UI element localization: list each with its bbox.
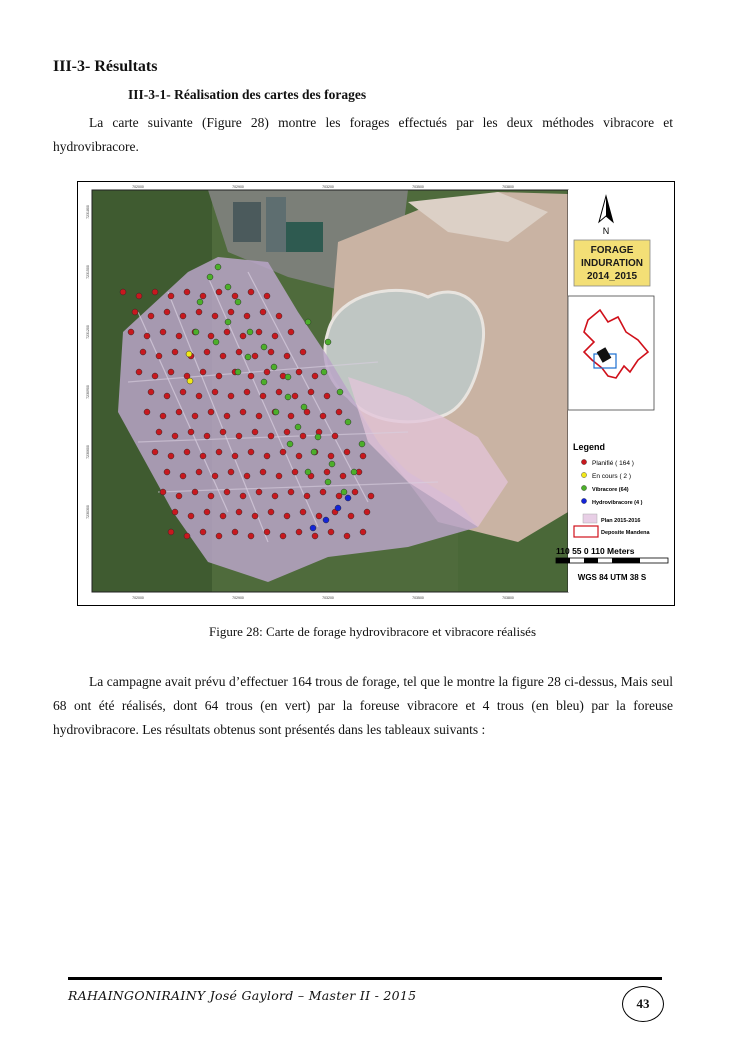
y-tick: 7230600: [86, 445, 90, 459]
legend-marker: [581, 459, 586, 464]
x-tick-bottom: 702000: [132, 596, 144, 600]
drill-point: [284, 513, 290, 519]
drill-point: [261, 344, 267, 350]
drill-point: [232, 453, 238, 459]
drill-point: [164, 309, 170, 315]
drill-point: [273, 409, 279, 415]
drill-point: [256, 329, 262, 335]
drill-point: [260, 469, 266, 475]
drill-point: [248, 449, 254, 455]
drill-point: [315, 434, 321, 440]
drill-point: [180, 313, 186, 319]
y-tick: 7230300: [86, 505, 90, 519]
drill-point: [212, 389, 218, 395]
drill-point: [252, 513, 258, 519]
drill-point: [285, 394, 291, 400]
drill-point: [148, 313, 154, 319]
drill-point: [284, 429, 290, 435]
drill-point: [224, 413, 230, 419]
drill-point: [180, 389, 186, 395]
drill-point: [328, 453, 334, 459]
legend-marker: [581, 472, 586, 477]
drill-point: [324, 393, 330, 399]
drill-point: [128, 329, 134, 335]
drill-point: [172, 349, 178, 355]
drill-point: [308, 389, 314, 395]
drill-point: [244, 389, 250, 395]
drill-point: [204, 509, 210, 515]
drill-point: [288, 329, 294, 335]
drill-point: [320, 413, 326, 419]
drill-point: [344, 449, 350, 455]
drill-point: [352, 489, 358, 495]
drill-point: [224, 489, 230, 495]
drill-point: [240, 333, 246, 339]
drill-point: [288, 489, 294, 495]
x-ticks-top: [132, 185, 514, 189]
drill-point: [341, 489, 347, 495]
drill-point: [228, 309, 234, 315]
drill-point: [321, 369, 327, 375]
drill-point: [260, 309, 266, 315]
drill-point: [184, 533, 190, 539]
scale-bar: [556, 558, 668, 563]
drill-point: [337, 389, 343, 395]
drill-point: [168, 453, 174, 459]
drill-point: [364, 509, 370, 515]
intro-paragraph: La carte suivante (Figure 28) montre les forages effectués par les deux méthodes vibracore et hydrovibracore.: [53, 115, 673, 154]
drill-point: [184, 289, 190, 295]
drill-point: [312, 373, 318, 379]
drill-point: [248, 533, 254, 539]
drill-point: [200, 529, 206, 535]
drill-point: [264, 453, 270, 459]
drill-point: [152, 449, 158, 455]
inset-map: [568, 296, 654, 410]
drill-point: [264, 369, 270, 375]
drill-point: [301, 404, 307, 410]
drill-point: [345, 495, 351, 501]
drill-point: [216, 449, 222, 455]
drill-point: [268, 433, 274, 439]
drill-point: [160, 413, 166, 419]
drill-point: [200, 453, 206, 459]
y-tick: 7231200: [86, 325, 90, 339]
drill-point: [359, 441, 365, 447]
north-label: N: [602, 226, 610, 236]
drill-point: [212, 473, 218, 479]
drill-point: [172, 509, 178, 515]
drill-point: [215, 264, 221, 270]
drill-point: [136, 293, 142, 299]
drill-point: [204, 433, 210, 439]
drill-point: [216, 373, 222, 379]
drill-point: [245, 354, 251, 360]
drill-point: [268, 509, 274, 515]
drill-point: [235, 299, 241, 305]
drill-point: [295, 424, 301, 430]
x-tick-top: 703800: [502, 185, 514, 189]
drill-point: [240, 493, 246, 499]
drill-point: [324, 469, 330, 475]
drill-point: [156, 429, 162, 435]
drill-point: [284, 353, 290, 359]
projection-label: WGS 84 UTM 38 S: [577, 573, 647, 582]
drill-point: [244, 313, 250, 319]
legend-label: Hydrovibracore (4 ): [592, 500, 643, 506]
drill-point: [204, 349, 210, 355]
x-tick-top: 703500: [412, 185, 424, 189]
x-ticks-bottom: [132, 596, 514, 600]
drill-point: [287, 441, 293, 447]
drill-point: [168, 529, 174, 535]
footer-rule: [68, 977, 662, 980]
drill-point: [120, 289, 126, 295]
drill-point: [280, 533, 286, 539]
y-ticks: [86, 205, 90, 519]
drill-point: [136, 369, 142, 375]
drill-point: [236, 509, 242, 515]
drill-point: [316, 513, 322, 519]
drill-point: [311, 449, 317, 455]
drill-point: [213, 339, 219, 345]
results-paragraph: La campagne avait prévu d’effectuer 164 trous de forage, tel que le montre la figure 28 ci-dessus, Mais seul 68 ont été réalisés, dont 64 trous (en vert) par la foreuse vibracore et 4 trous (en bleu) par la foreuse hydrovibracore. Les résultats obtenus sont présentés dans les tableaux suivants :: [53, 674, 673, 737]
drill-point: [176, 333, 182, 339]
drill-point: [164, 393, 170, 399]
drill-point: [280, 449, 286, 455]
drill-point: [164, 469, 170, 475]
drill-point: [196, 309, 202, 315]
drill-point: [288, 413, 294, 419]
map-title-line1: FORAGE: [590, 245, 634, 256]
drill-point: [184, 449, 190, 455]
drill-point: [304, 493, 310, 499]
drill-point: [196, 469, 202, 475]
drill-point: [196, 393, 202, 399]
drill-point: [188, 513, 194, 519]
drill-point: [300, 349, 306, 355]
drill-point: [310, 525, 316, 531]
drill-point: [296, 369, 302, 375]
drill-point: [329, 461, 335, 467]
drill-point: [220, 429, 226, 435]
drill-point: [248, 373, 254, 379]
drill-point: [168, 293, 174, 299]
drill-point: [197, 299, 203, 305]
drill-point: [224, 329, 230, 335]
drill-point: [252, 353, 258, 359]
drill-point: [236, 433, 242, 439]
drill-point: [335, 505, 341, 511]
drill-point: [320, 489, 326, 495]
drill-point: [168, 369, 174, 375]
drill-point: [336, 493, 342, 499]
drill-point: [300, 509, 306, 515]
drill-point: [328, 529, 334, 535]
drill-point: [148, 389, 154, 395]
drill-point: [305, 469, 311, 475]
drill-point: [172, 433, 178, 439]
legend-plan-label: Plan 2015-2016: [601, 518, 641, 524]
drill-point: [220, 513, 226, 519]
drill-point: [208, 409, 214, 415]
y-tick: 7231500: [86, 265, 90, 279]
drill-point: [325, 479, 331, 485]
drill-point: [200, 369, 206, 375]
drill-point: [261, 379, 267, 385]
drill-point: [323, 517, 329, 523]
drill-point: [232, 293, 238, 299]
drill-point: [132, 309, 138, 315]
drill-point: [220, 353, 226, 359]
drill-point: [216, 289, 222, 295]
drill-point: [140, 349, 146, 355]
drill-point: [152, 289, 158, 295]
drill-point: [351, 469, 357, 475]
drill-point: [156, 353, 162, 359]
drill-point: [296, 453, 302, 459]
drill-point: [225, 319, 231, 325]
drill-point: [188, 429, 194, 435]
drill-point: [312, 533, 318, 539]
subsection-title: III-3-1- Réalisation des cartes des forages: [128, 87, 367, 102]
drill-point: [340, 473, 346, 479]
drill-point: [240, 409, 246, 415]
drill-point: [332, 433, 338, 439]
x-tick-bottom: 703800: [502, 596, 514, 600]
page-number: 43: [622, 986, 664, 1022]
drill-point: [276, 473, 282, 479]
drill-point: [272, 493, 278, 499]
legend-marker: [581, 485, 586, 490]
drill-point: [228, 469, 234, 475]
x-tick-bottom: 702900: [232, 596, 244, 600]
drill-point: [305, 319, 311, 325]
drill-point: [186, 351, 192, 357]
drill-point: [225, 284, 231, 290]
drill-point: [300, 433, 306, 439]
drill-point: [176, 409, 182, 415]
drill-point: [292, 469, 298, 475]
drill-point: [345, 419, 351, 425]
legend-label: En cours ( 2 ): [592, 473, 632, 480]
drill-point: [252, 429, 258, 435]
drill-point: [207, 274, 213, 280]
footer-author: RAHAINGONIRAINY José Gaylord – Master II - 2015: [68, 988, 417, 1003]
drill-point: [228, 393, 234, 399]
drill-point: [200, 293, 206, 299]
drill-point: [144, 333, 150, 339]
drill-point: [236, 349, 242, 355]
drill-point: [368, 493, 374, 499]
drill-point: [360, 529, 366, 535]
legend-title: Legend: [573, 442, 606, 452]
drill-point: [276, 313, 282, 319]
drill-point: [264, 293, 270, 299]
drill-point: [192, 413, 198, 419]
drill-point: [187, 378, 193, 384]
drill-point: [180, 473, 186, 479]
drill-point: [244, 473, 250, 479]
drill-point: [216, 533, 222, 539]
scale-label: 110 55 0 110 Meters: [556, 546, 635, 556]
drill-point: [360, 453, 366, 459]
drill-point: [235, 369, 241, 375]
drill-point: [276, 389, 282, 395]
drill-point: [271, 364, 277, 370]
drill-point: [336, 409, 342, 415]
drill-point: [232, 529, 238, 535]
drill-point: [160, 489, 166, 495]
drill-point: [285, 374, 291, 380]
drill-point: [256, 413, 262, 419]
drill-point: [212, 313, 218, 319]
drill-point: [192, 489, 198, 495]
drill-point: [176, 493, 182, 499]
legend-label: Planifié ( 164 ): [592, 460, 634, 467]
drill-point: [256, 489, 262, 495]
y-tick: 7231800: [86, 205, 90, 219]
drill-point: [160, 329, 166, 335]
drill-point: [264, 529, 270, 535]
map-title-line3: 2014_2015: [586, 271, 638, 282]
drilling-map-figure: [77, 181, 675, 606]
drill-point: [325, 339, 331, 345]
drill-point: [247, 329, 253, 335]
x-tick-top: 702000: [132, 185, 144, 189]
legend-label: Vibracore (64): [592, 487, 629, 493]
drilling-map: [78, 182, 674, 605]
drill-point: [292, 393, 298, 399]
legend-marker: [581, 498, 586, 503]
drill-point: [193, 329, 199, 335]
drill-point: [348, 513, 354, 519]
x-tick-bottom: 703200: [322, 596, 334, 600]
drill-point: [144, 409, 150, 415]
drill-point: [152, 373, 158, 379]
section-title: III-3- Résultats: [53, 58, 158, 75]
drill-point: [208, 493, 214, 499]
drill-point: [344, 533, 350, 539]
drill-point: [260, 393, 266, 399]
figure-caption: Figure 28: Carte de forage hydrovibracore et vibracore réalisés: [208, 624, 537, 639]
x-tick-bottom: 703500: [412, 596, 424, 600]
y-tick: 7230900: [86, 385, 90, 399]
x-tick-top: 703200: [322, 185, 334, 189]
map-title-line2: INDURATION: [580, 258, 644, 269]
drill-point: [268, 349, 274, 355]
legend-deposit-label: Deposite Mandena: [601, 530, 650, 536]
x-tick-top: 702900: [232, 185, 244, 189]
drill-point: [272, 333, 278, 339]
drill-point: [248, 289, 254, 295]
drill-point: [296, 529, 302, 535]
drill-point: [208, 333, 214, 339]
